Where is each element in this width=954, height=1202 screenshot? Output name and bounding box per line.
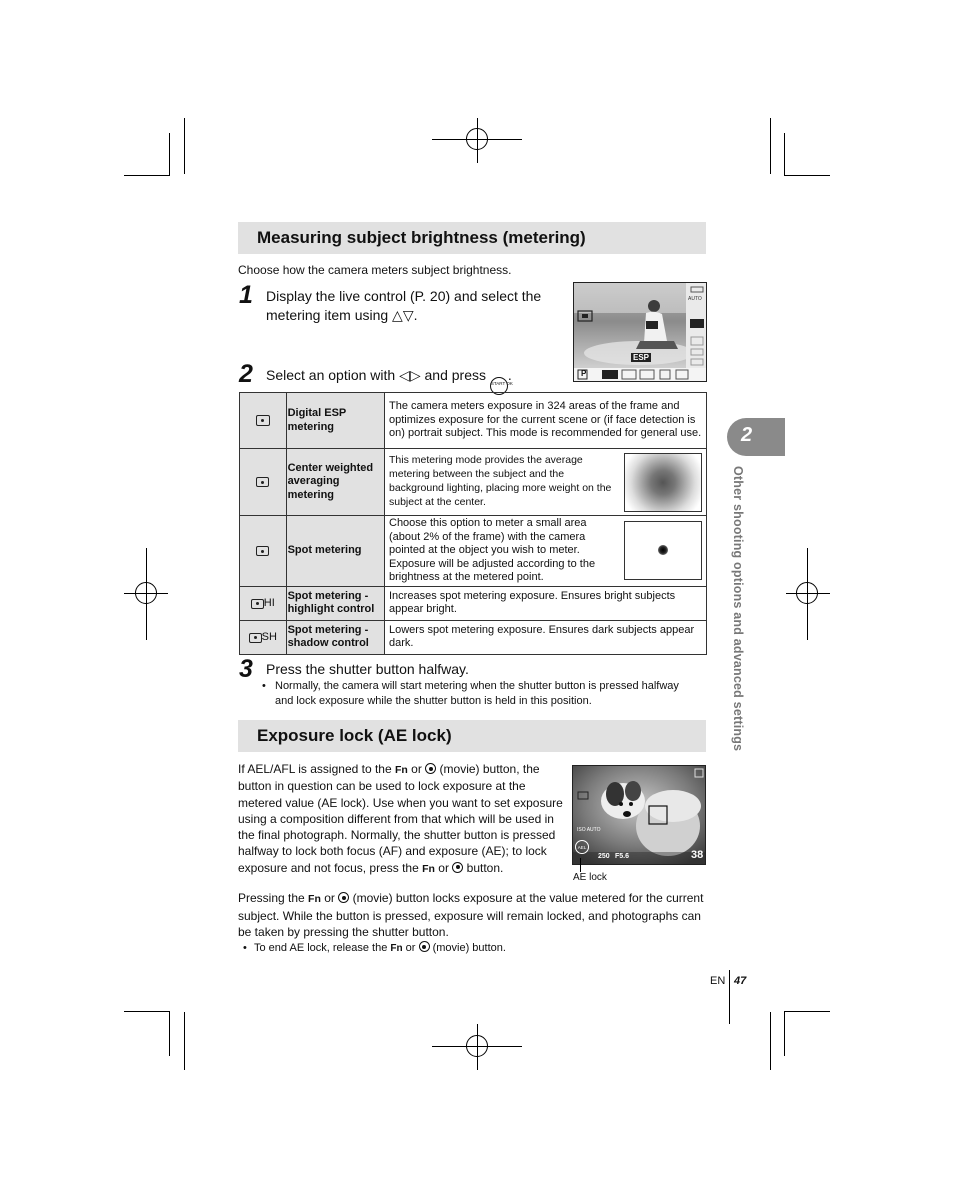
- bullet-dot: •: [243, 942, 247, 954]
- icon-suffix: SH: [261, 631, 277, 644]
- row-name-text: Spot metering - highlight control: [287, 589, 375, 616]
- step-3-bullet: Normally, the camera will start metering when the shutter button is pressed halfway and lock exposure while the shutter button is held in this position.: [275, 680, 679, 707]
- chapter-side-label: Other shooting options and advanced settings: [731, 466, 745, 752]
- shots-remaining: 38: [691, 849, 704, 861]
- row-name-text: Digital ESP metering: [287, 407, 347, 433]
- bullet-dot: •: [262, 680, 266, 692]
- row-description: The camera meters exposure in 324 areas of the frame and optimizes exposure for the current scene or (if face detection is on) portrait subject. This mode is recommended for general use.: [385, 393, 707, 449]
- fn-button-label: Fn: [390, 943, 403, 954]
- para1-b: (movie) button, the button in question can be used to lock exposure at the metered value (AE lock). Use when you want to set exposure using a composition different from that which will be used in the final photograph. Normally, the shutter button is pressed halfway to lock both focus (AF) and exposure (AE); to lock exposure and not focus, press the: [238, 762, 563, 875]
- row-description: [385, 516, 707, 587]
- center-weighted-icon: [240, 449, 287, 516]
- spot-metering-diagram: [624, 521, 702, 580]
- ae-lock-paragraph-1: [238, 761, 566, 877]
- digital-esp-icon: [240, 393, 287, 449]
- step-3-text: Press the shutter button halfway.: [266, 661, 469, 677]
- footer-lang: EN: [710, 975, 726, 987]
- row-name-text: Spot metering - shadow control: [287, 623, 369, 650]
- or-text: or: [438, 860, 449, 875]
- esp-label: ESP: [633, 353, 650, 362]
- row-description-text: This metering mode provides the average metering between the subject and the background lighting, placing more weight on the subject at the center.: [389, 454, 612, 508]
- ae-lock-bullet: [254, 940, 506, 958]
- spot-shadow-icon: [240, 620, 287, 654]
- step-1-number: 1: [239, 281, 253, 309]
- fn-button-label: Fn: [422, 862, 435, 875]
- row-name-text: Center weighted averaging metering: [287, 461, 374, 501]
- section-title: Measuring subject brightness (metering): [257, 228, 586, 247]
- spot-highlight-icon: [240, 586, 287, 620]
- section-heading-ae-lock: [238, 720, 706, 752]
- row-name: [286, 620, 384, 654]
- row-name: [286, 586, 384, 620]
- center-weighted-diagram: [624, 453, 702, 512]
- step-2-text: [266, 366, 512, 395]
- spot-metering-icon: [240, 516, 287, 587]
- intro-text: Choose how the camera meters subject brightness.: [238, 263, 512, 277]
- shutter-speed: 250: [598, 853, 610, 860]
- table-row: [240, 586, 707, 620]
- step-2-text-pre: Select an option with ◁▷ and press: [266, 367, 486, 383]
- row-description: [385, 449, 707, 516]
- row-description: Increases spot metering exposure. Ensures bright subjects appear bright.: [385, 586, 707, 620]
- page-number: 47: [734, 975, 747, 987]
- movie-button-icon: [452, 862, 463, 873]
- step-2-number: 2: [239, 360, 253, 388]
- para1-a: If AEL/AFL is assigned to the: [238, 762, 392, 776]
- aperture-value: F5.6: [615, 853, 630, 860]
- footer-divider: [729, 970, 730, 1024]
- ael-indicator: AEL: [575, 840, 589, 854]
- row-name: [286, 516, 384, 587]
- auto-indicator: AUTO: [688, 296, 702, 302]
- or-text: or: [411, 762, 422, 776]
- ae-lock-screen: [572, 765, 706, 865]
- or-text: or: [405, 942, 416, 954]
- movie-button-icon: [419, 941, 430, 952]
- section-title: Exposure lock (AE lock): [257, 726, 452, 745]
- row-description-text: Choose this option to meter a small area (about 2% of the frame) with the camera pointed at the object you wish to meter. Exposure will be adjusted according to the brightness at the metered point.: [389, 517, 596, 584]
- or-text: or: [324, 891, 335, 905]
- movie-button-icon: [425, 763, 436, 774]
- para2-b: (movie) button locks exposure at the value metered for the current subject. While the button is pressed, exposure will remain locked, and photographs can be taken by pressing the shutter button.: [238, 891, 704, 939]
- live-control-screen: [573, 282, 707, 382]
- table-row: [240, 516, 707, 587]
- ae-lock-paragraph-2: [238, 890, 708, 941]
- section-heading-metering: [238, 222, 706, 254]
- ok-label: START OK: [490, 381, 513, 386]
- row-name: [286, 393, 384, 449]
- fn-button-label: Fn: [395, 764, 408, 776]
- fn-button-label: Fn: [308, 893, 321, 905]
- chapter-number: 2: [741, 424, 753, 446]
- table-row: [240, 393, 707, 449]
- para1-c: button.: [466, 860, 504, 875]
- row-description: Lowers spot metering exposure. Ensures dark subjects appear dark.: [385, 620, 707, 654]
- row-name-text: Spot metering: [287, 544, 362, 557]
- bullet-a: To end AE lock, release the: [254, 942, 388, 954]
- step-2-text-post: .: [507, 367, 512, 383]
- chapter-tab: [727, 418, 785, 456]
- ae-lock-caption: AE lock: [573, 872, 607, 883]
- metering-modes-table: [239, 392, 707, 655]
- bullet-b: (movie) button.: [432, 942, 506, 954]
- row-name: [286, 449, 384, 516]
- icon-suffix: HI: [263, 597, 275, 610]
- step-3-number: 3: [239, 655, 253, 683]
- table-row: [240, 449, 707, 516]
- step-1-text: Display the live control (P. 20) and select the metering item using △▽.: [266, 288, 542, 323]
- iso-indicator: ISO AUTO: [577, 827, 601, 833]
- table-row: [240, 620, 707, 654]
- mode-indicator: P: [581, 369, 587, 378]
- movie-button-icon: [338, 892, 349, 903]
- para2-a: Pressing the: [238, 891, 305, 905]
